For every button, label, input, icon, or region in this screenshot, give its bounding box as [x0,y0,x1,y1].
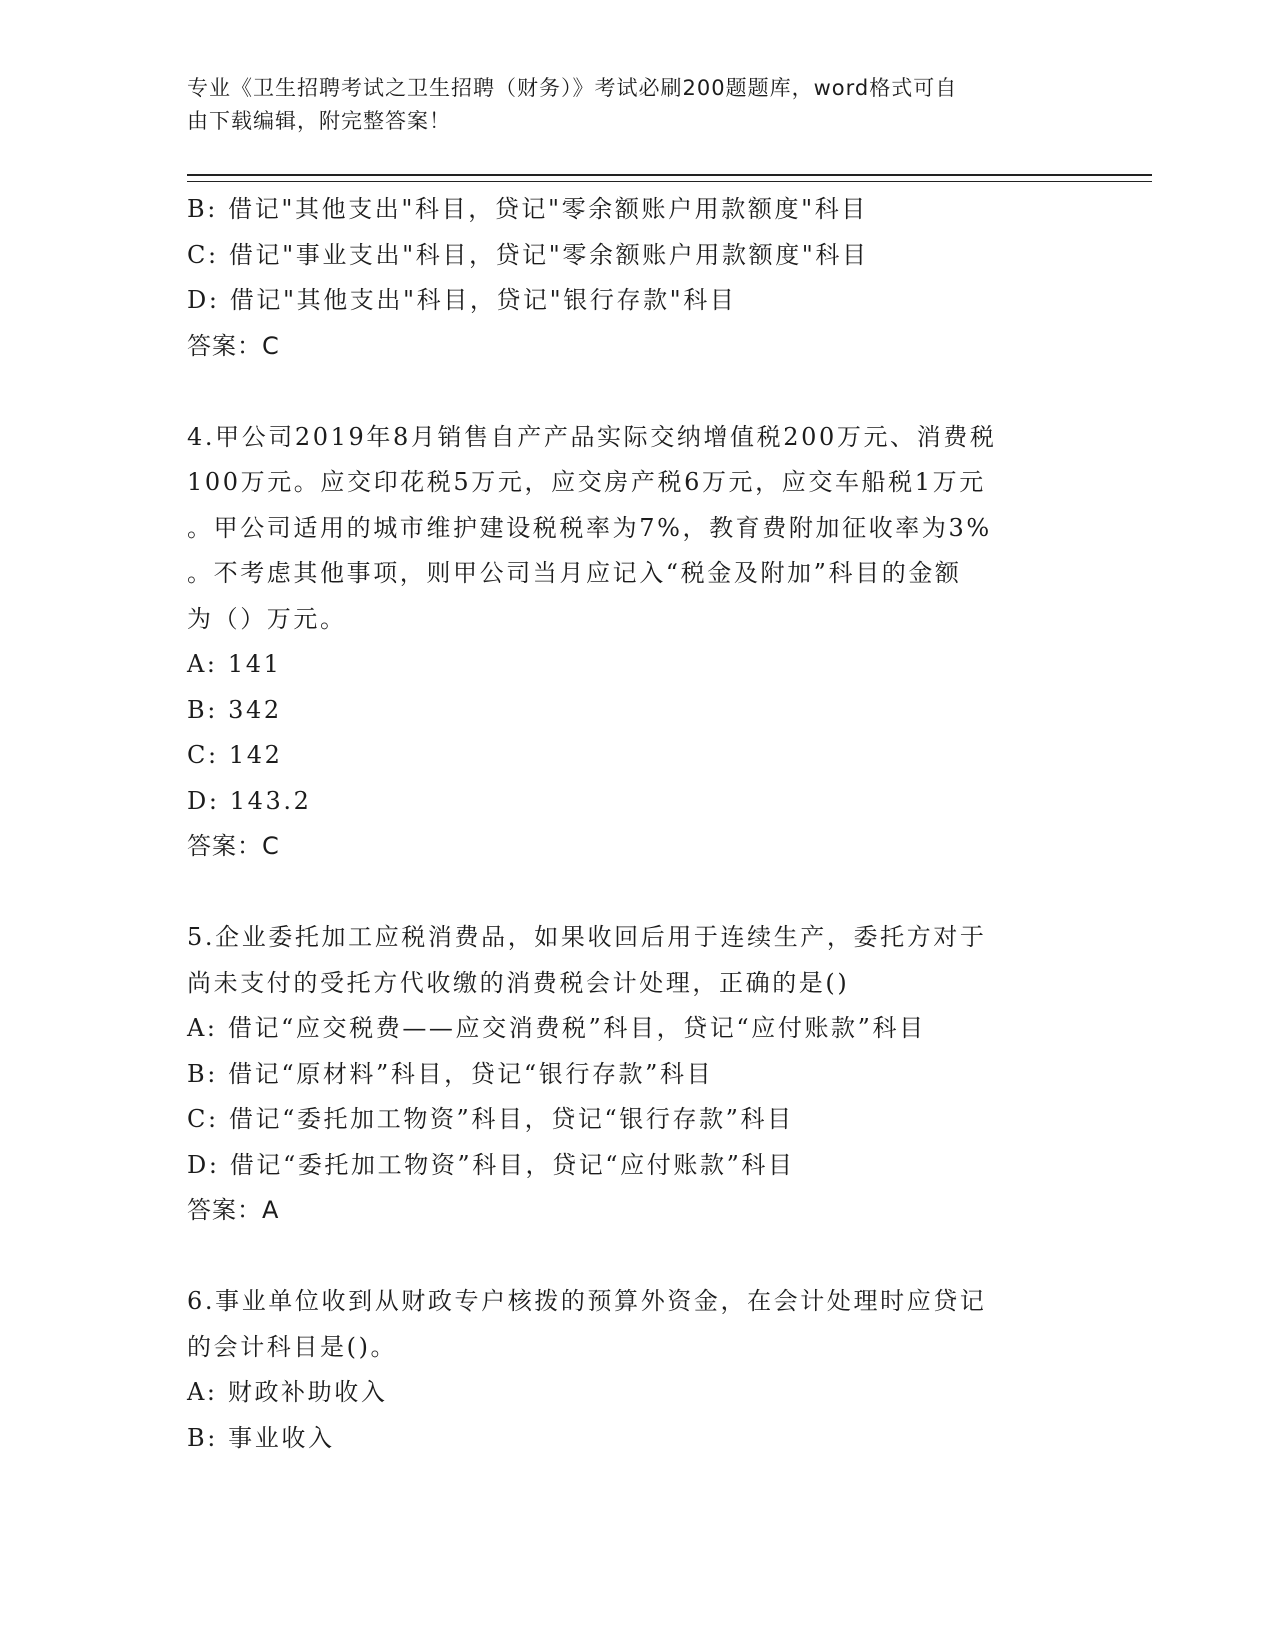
question-stem-line: 尚未支付的受托方代收缴的消费税会计处理，正确的是() [187,968,850,997]
spacer [187,369,1147,415]
option-c: C: 借记“委托加工物资”科目，贷记“银行存款”科目 [187,1105,794,1133]
option-a: A: 141 [187,650,282,678]
question-3-continued [187,187,1147,369]
question-4 [187,415,1147,870]
question-stem-line: 为（）万元。 [187,604,347,633]
answer-line: 答案：A [187,1196,280,1224]
option-c: C: 142 [187,741,283,769]
question-stem-line: 的会计科目是()。 [187,1332,398,1361]
option-c: C: 借记"事业支出"科目，贷记"零余额账户用款额度"科目 [187,240,869,269]
option-d: D: 借记“委托加工物资”科目，贷记“应付账款”科目 [187,1150,795,1179]
spacer [187,870,1147,916]
option-a: A: 借记“应交税费——应交消费税”科目，贷记“应付账款”科目 [187,1014,926,1042]
option-a: A: 财政补助收入 [187,1378,388,1406]
question-stem-line: 6.事业单位收到从财政专户核拨的预算外资金，在会计处理时应贷记 [187,1287,987,1315]
spacer [187,1234,1147,1280]
document-header [187,72,1067,138]
option-d: D: 143.2 [187,786,312,815]
question-6 [187,1279,1147,1461]
question-5 [187,915,1147,1234]
header-line: 由下载编辑，附完整答案！ [187,109,451,133]
question-stem-line: 。不考虑其他事项，则甲公司当月应记入“税金及附加”科目的金额 [187,559,962,587]
option-b: B: 借记"其他支出"科目，贷记"零余额账户用款额度"科目 [187,195,868,223]
header-divider-thick [187,174,1152,176]
option-d: D: 借记"其他支出"科目，贷记"银行存款"科目 [187,286,737,314]
header-line: 专业《卫生招聘考试之卫生招聘（财务）》考试必刷200题题库，word格式可自 [187,76,958,100]
question-stem-line: 。甲公司适用的城市维护建设税税率为7%，教育费附加征收率为3% [187,513,992,542]
question-list [187,187,1147,1461]
option-b: B: 342 [187,695,282,724]
question-stem-line: 5.企业委托加工应税消费品，如果收回后用于连续生产，委托方对于 [187,923,987,951]
option-b: B: 事业收入 [187,1423,335,1452]
answer-line: 答案：C [187,331,280,360]
header-divider-thin [187,181,1152,182]
question-stem-line: 100万元。应交印花税5万元，应交房产税6万元，应交车船税1万元 [187,468,986,496]
option-b: B: 借记“原材料”科目，贷记“银行存款”科目 [187,1059,714,1088]
answer-line: 答案：C [187,832,280,860]
question-stem-line: 4.甲公司2019年8月销售自产产品实际交纳增值税200万元、消费税 [187,422,997,451]
